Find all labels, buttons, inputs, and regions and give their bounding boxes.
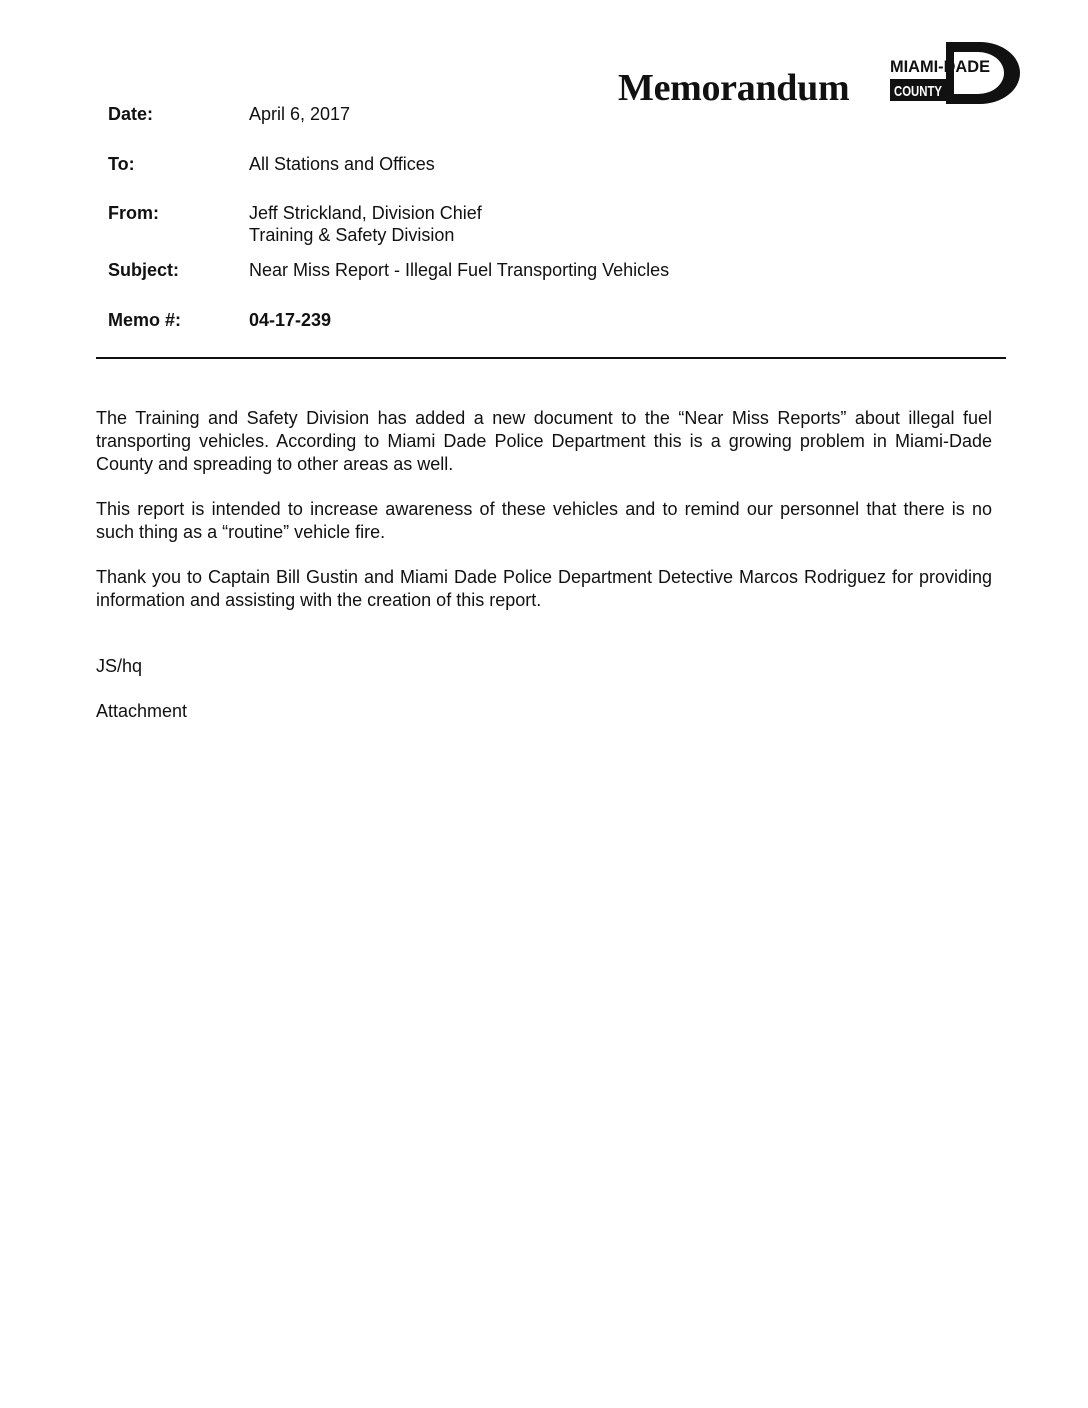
- miami-dade-county-logo: [888, 42, 1020, 104]
- memo-body: [96, 407, 992, 634]
- from-division: Training & Safety Division: [249, 225, 455, 245]
- body-paragraph: The Training and Safety Division has added a new document to the “Near Miss Reports” about illegal fuel transporting vehicles. According to Miami Dade Police Department this is a growing problem in Miami-Dade County and spreading to other areas as well.: [96, 408, 992, 474]
- field-date-label: Date:: [108, 104, 154, 124]
- attachment-note: Attachment: [96, 701, 188, 721]
- field-from-label: From:: [108, 203, 159, 223]
- body-paragraph: This report is intended to increase awareness of these vehicles and to remind our personnel that there is no such thing as a “routine” vehicle fire.: [96, 499, 992, 542]
- body-paragraph: Thank you to Captain Bill Gustin and Miami Dade Police Department Detective Marcos Rodriguez for providing information and assisting with the creation of this report.: [96, 567, 992, 610]
- field-subject-value: Near Miss Report - Illegal Fuel Transporting Vehicles: [249, 260, 670, 280]
- author-initials: JS/hq: [96, 656, 143, 676]
- logo-line1: MIAMI-DADE: [890, 57, 990, 76]
- from-name: Jeff Strickland, Division Chief: [249, 203, 482, 223]
- field-from-value: [249, 202, 482, 246]
- field-date-value: April 6, 2017: [249, 104, 351, 124]
- memo-title: Memorandum: [618, 67, 850, 109]
- field-memo-value: 04-17-239: [249, 310, 332, 330]
- field-subject-label: Subject:: [108, 260, 180, 280]
- header-divider: [96, 357, 1006, 359]
- logo-line2: COUNTY: [894, 83, 942, 100]
- field-to-label: To:: [108, 154, 135, 174]
- field-to-value: All Stations and Offices: [249, 154, 435, 174]
- field-memo-label: Memo #:: [108, 310, 182, 330]
